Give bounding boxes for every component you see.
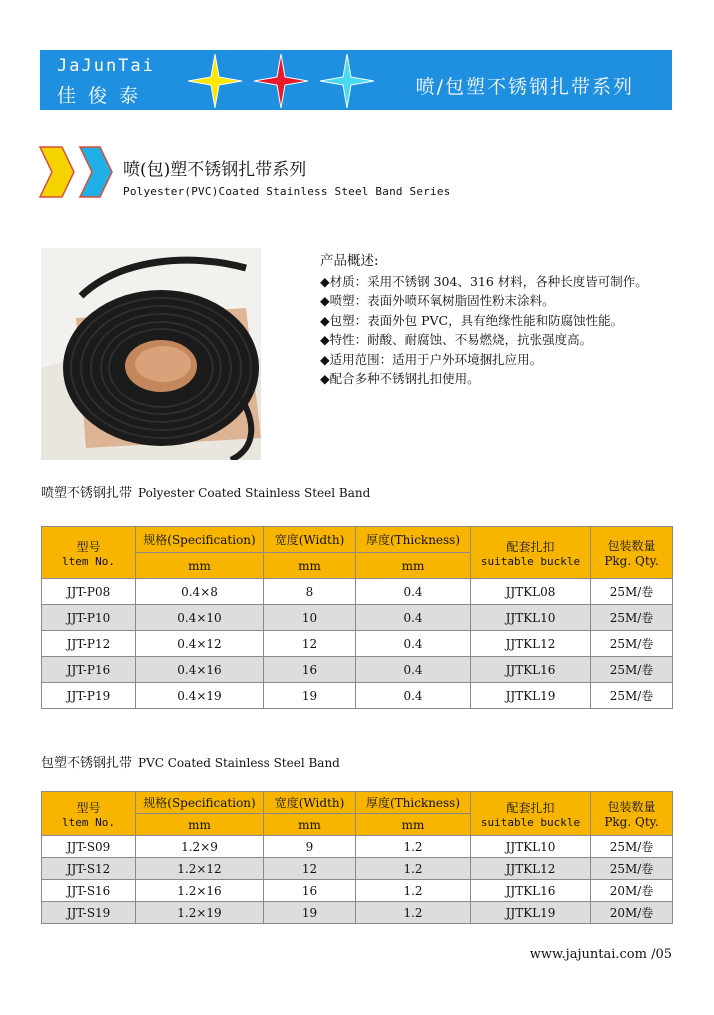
cell-item-no: JJT-P10: [42, 605, 136, 631]
unit-mm: mm: [264, 553, 356, 579]
cell-spec: 0.4×16: [136, 657, 264, 683]
header-width: 宽度(Width): [264, 792, 356, 814]
table1-caption-en: Polyester Coated Stainless Steel Band: [138, 486, 371, 500]
cell-width: 9: [264, 836, 356, 858]
cell-thickness: 0.4: [356, 579, 471, 605]
cell-pkg: 25M/卷: [591, 657, 673, 683]
cell-pkg: 20M/卷: [591, 880, 673, 902]
header-thickness: 厚度(Thickness): [356, 527, 471, 553]
table-row: [42, 902, 673, 924]
overview-item: ◆特性：耐酸、耐腐蚀、不易燃烧，抗张强度高。: [320, 332, 593, 348]
cyan-star-icon: [320, 54, 374, 108]
series-title: 喷/包塑不锈钢扎带系列: [415, 76, 634, 98]
pvc-band-table: [41, 791, 673, 924]
unit-mm: mm: [356, 553, 471, 579]
header-buckle-cn: 配套扎扣: [506, 539, 555, 554]
cell-pkg: 25M/卷: [591, 605, 673, 631]
cell-pkg: 20M/卷: [591, 902, 673, 924]
table2-caption-en: PVC Coated Stainless Steel Band: [138, 756, 340, 770]
cell-buckle: JJTKL16: [471, 880, 591, 902]
cell-item-no: JJT-S16: [42, 880, 136, 902]
cell-spec: 1.2×19: [136, 902, 264, 924]
cell-thickness: 0.4: [356, 657, 471, 683]
cell-pkg: 25M/卷: [591, 836, 673, 858]
section-title-en: Polyester(PVC)Coated Stainless Steel Band Series: [123, 185, 451, 198]
header-item-no: [42, 792, 136, 836]
cell-spec: 0.4×19: [136, 683, 264, 709]
product-overview: [320, 250, 648, 388]
cell-buckle: JJTKL10: [471, 605, 591, 631]
header-item-no: [42, 527, 136, 579]
cell-spec: 0.4×10: [136, 605, 264, 631]
cell-thickness: 0.4: [356, 631, 471, 657]
cell-width: 19: [264, 683, 356, 709]
cell-thickness: 1.2: [356, 902, 471, 924]
header-pkg-en: Pkg. Qty.: [604, 815, 659, 829]
cell-spec: 1.2×16: [136, 880, 264, 902]
table-row: [42, 683, 673, 709]
overview-item: ◆喷塑：表面外喷环氧树脂固性粉末涂料。: [320, 293, 555, 309]
header-spec: 规格(Specification): [136, 792, 264, 814]
red-star-icon: [254, 54, 308, 108]
header-pkg-cn: 包装数量: [607, 800, 656, 814]
header-item-en: ltem No.: [62, 554, 115, 568]
header-buckle: [471, 792, 591, 836]
cell-pkg: 25M/卷: [591, 858, 673, 880]
cell-thickness: 1.2: [356, 880, 471, 902]
table2-caption: [41, 752, 340, 771]
table1-caption: [41, 482, 370, 501]
header-item-en: ltem No.: [62, 815, 115, 829]
cell-pkg: 25M/卷: [591, 579, 673, 605]
chevron-arrows-icon: [38, 146, 116, 198]
cell-item-no: JJT-P08: [42, 579, 136, 605]
header-pkg-cn: 包装数量: [607, 539, 656, 553]
cell-thickness: 0.4: [356, 683, 471, 709]
brand-name-en: JaJunTai: [57, 56, 155, 76]
header-buckle-en: suitable buckle: [480, 554, 581, 568]
cell-width: 16: [264, 657, 356, 683]
cell-width: 16: [264, 880, 356, 902]
unit-mm: mm: [264, 814, 356, 836]
header-spec: 规格(Specification): [136, 527, 264, 553]
unit-mm: mm: [136, 553, 264, 579]
cell-spec: 0.4×8: [136, 579, 264, 605]
table-row: [42, 858, 673, 880]
header-thickness: 厚度(Thickness): [356, 792, 471, 814]
header-pkg-en: Pkg. Qty.: [604, 554, 659, 568]
cell-width: 10: [264, 605, 356, 631]
cell-thickness: 0.4: [356, 605, 471, 631]
cell-item-no: JJT-S12: [42, 858, 136, 880]
product-photo: [41, 248, 261, 460]
cell-spec: 1.2×9: [136, 836, 264, 858]
table-row: [42, 605, 673, 631]
footer-page-url: www.jajuntai.com /05: [529, 947, 672, 962]
cell-buckle: JJTKL08: [471, 579, 591, 605]
header-pkg: [591, 792, 673, 836]
table1-caption-cn: 喷塑不锈钢扎带: [41, 486, 133, 501]
section-title-cn: 喷(包)塑不锈钢扎带系列: [123, 160, 307, 180]
overview-item: ◆配合多种不锈钢扎扣使用。: [320, 371, 480, 387]
header-banner: [40, 50, 672, 110]
brand-name-cn: 佳俊泰: [57, 85, 151, 107]
table-row: [42, 836, 673, 858]
header-width: 宽度(Width): [264, 527, 356, 553]
cell-item-no: JJT-P12: [42, 631, 136, 657]
cell-buckle: JJTKL19: [471, 902, 591, 924]
unit-mm: mm: [356, 814, 471, 836]
cell-pkg: 25M/卷: [591, 683, 673, 709]
header-buckle-cn: 配套扎扣: [506, 800, 555, 815]
cell-thickness: 1.2: [356, 836, 471, 858]
unit-mm: mm: [136, 814, 264, 836]
overview-item: ◆材质：采用不锈钢 304、316 材料，各种长度皆可制作。: [320, 274, 648, 289]
header-item-cn: 型号: [76, 800, 101, 815]
cell-spec: 1.2×12: [136, 858, 264, 880]
table-row: [42, 880, 673, 902]
table-row: [42, 631, 673, 657]
cell-width: 12: [264, 631, 356, 657]
cell-item-no: JJT-P16: [42, 657, 136, 683]
header-buckle: [471, 527, 591, 579]
cell-width: 8: [264, 579, 356, 605]
cell-buckle: JJTKL12: [471, 858, 591, 880]
cell-pkg: 25M/卷: [591, 631, 673, 657]
table2-caption-cn: 包塑不锈钢扎带: [41, 756, 133, 771]
header-buckle-en: suitable buckle: [480, 815, 581, 829]
overview-title: 产品概述:: [320, 253, 379, 269]
header-item-cn: 型号: [76, 539, 101, 554]
cell-item-no: JJT-P19: [42, 683, 136, 709]
cell-item-no: JJT-S19: [42, 902, 136, 924]
cell-buckle: JJTKL12: [471, 631, 591, 657]
cell-width: 12: [264, 858, 356, 880]
cell-buckle: JJTKL10: [471, 836, 591, 858]
overview-item: ◆适用范围：适用于户外环境捆扎应用。: [320, 351, 543, 367]
polyester-band-table: [41, 526, 673, 709]
header-pkg: [591, 527, 673, 579]
cell-buckle: JJTKL16: [471, 657, 591, 683]
cell-width: 19: [264, 902, 356, 924]
cell-item-no: JJT-S09: [42, 836, 136, 858]
cell-buckle: JJTKL19: [471, 683, 591, 709]
overview-item: ◆包塑：表面外包 PVC，具有绝缘性能和防腐蚀性能。: [320, 312, 624, 328]
yellow-star-icon: [188, 54, 242, 108]
table-row: [42, 657, 673, 683]
cell-thickness: 1.2: [356, 858, 471, 880]
table-row: [42, 579, 673, 605]
cell-spec: 0.4×12: [136, 631, 264, 657]
